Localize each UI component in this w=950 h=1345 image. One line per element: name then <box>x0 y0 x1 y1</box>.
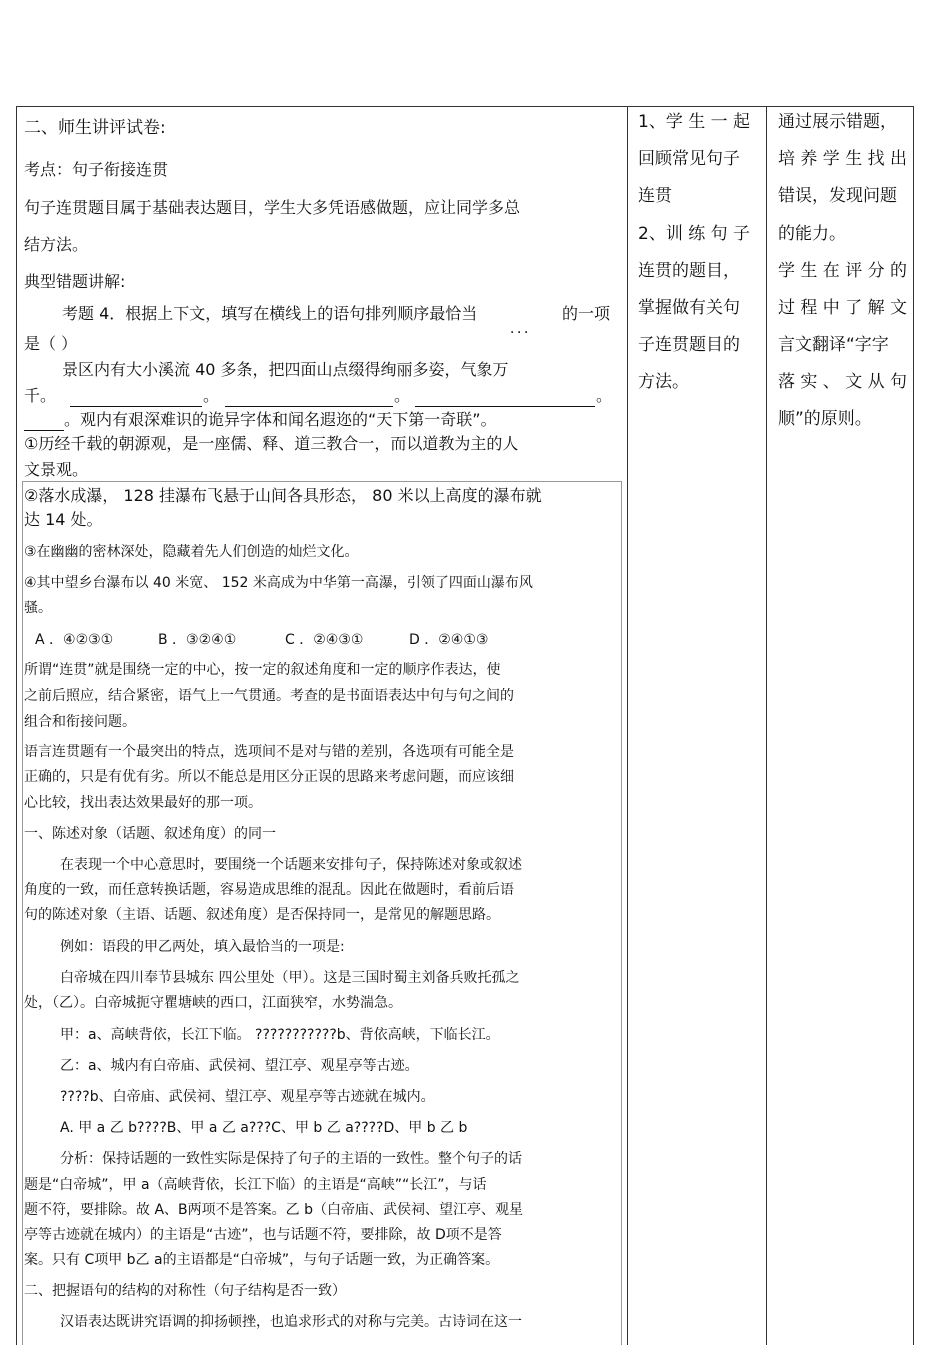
paragraph-line: 在表现一个中心意思时，要围绕一个话题来安排句子，保持陈述对象或叙述 <box>60 857 522 873</box>
example-line: ????b、白帝庙、武侯祠、望江亭、观星亭等古迹就在城内。 <box>60 1089 435 1105</box>
activity-line: 连贯 <box>638 186 672 206</box>
choice-b: B ．③②④① <box>158 632 237 648</box>
option-line: 骚。 <box>24 600 52 616</box>
intent-line: 培 养 学 生 找 出 <box>778 149 908 169</box>
paragraph-line: 之前后照应，结合紧密，语气上一气贯通。考查的是书面语表达中句与句之间的 <box>24 688 514 704</box>
passage-line: 千。 <box>24 386 57 405</box>
intent-line: 顺”的原则。 <box>778 409 872 429</box>
example-line: 处，（乙）。白帝城扼守瞿塘峡的西口，江面狭窄，水势湍急。 <box>24 995 402 1011</box>
choice-d: D ．②④①③ <box>409 632 489 648</box>
example-line: 甲：a、高峡背依，长江下临。 ???????????b、背依高峡，下临长江。 <box>60 1027 500 1043</box>
paragraph-line: 组合和衔接问题。 <box>24 714 136 730</box>
intent-line: 的能力。 <box>778 224 846 244</box>
question-line: 是（ ） <box>24 334 78 353</box>
activity-line: 2、训 练 句 子 <box>638 224 751 244</box>
typical-errors-title: 典型错题讲解: <box>24 272 126 291</box>
example-line: 例如：语段的甲乙两处，填入最恰当的一项是: <box>60 939 345 955</box>
activity-line: 1、学 生 一 起 <box>638 112 751 132</box>
analysis-line: 题不符，要排除。故 A、B两项不是答案。乙 b（白帝庙、武侯祠、望江亭、观星 <box>24 1202 523 1218</box>
passage-line: 景区内有大小溪流 40 多条，把四面山点缀得绚丽多姿，气象万 <box>62 360 509 379</box>
column-divider <box>766 106 767 1345</box>
passage-punct: 。 <box>394 386 411 405</box>
option-line: ①历经千载的朝源观，是一座儒、释、道三教合一，而以道教为主的人 <box>24 434 519 453</box>
option-line: 文景观。 <box>24 460 89 479</box>
paragraph-line: 语言连贯题有一个最突出的特点，选项间不是对与错的差别，各选项有可能全是 <box>24 744 514 760</box>
activity-line: 回顾常见句子 <box>638 149 740 169</box>
activity-line: 子连贯题目的 <box>638 335 740 355</box>
section-heading: 二、师生讲评试卷: <box>24 118 166 138</box>
intent-line: 言文翻译“字字 <box>778 335 889 355</box>
emphasis-dots: ．．． <box>510 321 538 337</box>
analysis-line: 案。只有 C项甲 b乙 a的主语都是“白帝城”，与句子话题一致，为正确答案。 <box>24 1252 500 1268</box>
paragraph-line: 正确的，只是有优有劣。所以不能总是用区分正误的思路来考虑问题，而应该细 <box>24 769 514 785</box>
option-line: ③在幽幽的密林深处，隐藏着先人们创造的灿烂文化。 <box>24 544 359 560</box>
answer-blank <box>225 405 393 407</box>
option-line: 达 14 处。 <box>24 510 103 529</box>
example-choices: A. 甲 a 乙 b????B、甲 a 乙 a???C、甲 b 乙 a????D、甲 b 乙 b <box>60 1120 468 1136</box>
section-title: 二、把握语句的结构的对称性（句子结构是否一致） <box>24 1283 346 1299</box>
intent-line: 过 程 中 了 解 文 <box>778 298 908 318</box>
option-line: ④其中望乡台瀑布以 40 米宽、 152 米高成为中华第一高瀑，引领了四面山瀑布风 <box>24 575 533 591</box>
activity-line: 掌握做有关句 <box>638 298 740 318</box>
analysis-line: 亭等古迹就在城内）的主语是“古迹”，也与话题不符，要排除，故 D项不是答 <box>24 1227 502 1243</box>
answer-blank <box>24 429 64 431</box>
example-line: 白帝城在四川奉节县城东 四公里处（甲）。这是三国时蜀主刘备兵败托孤之 <box>60 970 520 986</box>
activity-line: 连贯的题目， <box>638 261 740 281</box>
paragraph-line: 心比较，找出表达效果最好的那一项。 <box>24 795 262 811</box>
intent-line: 落 实 、 文 从 句 <box>778 372 908 392</box>
answer-blank <box>70 405 202 407</box>
intent-line: 通过展示错题， <box>778 112 897 132</box>
analysis-line: 题是“白帝城”，甲 a（高峡背依，长江下临）的主语是“高峡”“长江”，与话 <box>24 1177 487 1193</box>
answer-blank <box>415 405 595 407</box>
analysis-line: 分析：保持话题的一致性实际是保持了句子的主语的一致性。整个句子的话 <box>60 1151 522 1167</box>
question-line: 考题 4．根据上下文，填写在横线上的语句排列顺序最恰当 <box>62 304 478 323</box>
activity-line: 方法。 <box>638 372 689 392</box>
intro-line: 结方法。 <box>24 235 89 254</box>
question-line-end: 的一项 <box>562 304 611 323</box>
passage-punct: 。 <box>596 386 613 405</box>
paragraph-line: 句的陈述对象（主语、话题、叙述角度）是否保持同一，是常见的解题思路。 <box>24 907 500 923</box>
intro-line: 句子连贯题目属于基础表达题目，学生大多凭语感做题，应让同学多总 <box>24 198 521 217</box>
intent-line: 学 生 在 评 分 的 <box>778 261 908 281</box>
choice-c: C ．②④③① <box>285 632 364 648</box>
paragraph-line: 汉语表达既讲究语调的抑扬顿挫，也追求形式的对称与完美。古诗词在这一 <box>60 1314 522 1330</box>
column-divider <box>627 106 628 1345</box>
choice-a: A ．④②③① <box>35 632 114 648</box>
intent-line: 错误，发现问题 <box>778 186 897 206</box>
option-line: ②落水成瀑， 128 挂瀑布飞悬于山间各具形态， 80 米以上高度的瀑布就 <box>24 486 542 505</box>
kaodian-line: 考点：句子衔接连贯 <box>24 160 169 179</box>
paragraph-line: 角度的一致，而任意转换话题，容易造成思维的混乱。因此在做题时，看前后语 <box>24 882 514 898</box>
paragraph-line: 所谓“连贯”就是围绕一定的中心，按一定的叙述角度和一定的顺序作表达，使 <box>24 662 501 678</box>
example-line: 乙：a、城内有白帝庙、武侯祠、望江亭、观星亭等古迹。 <box>60 1058 419 1074</box>
passage-punct: 。 <box>203 386 220 405</box>
section-title: 一、陈述对象（话题、叙述角度）的同一 <box>24 826 276 842</box>
passage-line: 。观内有艰深难识的诡异字体和闻名遐迩的“天下第一奇联”。 <box>64 410 497 429</box>
